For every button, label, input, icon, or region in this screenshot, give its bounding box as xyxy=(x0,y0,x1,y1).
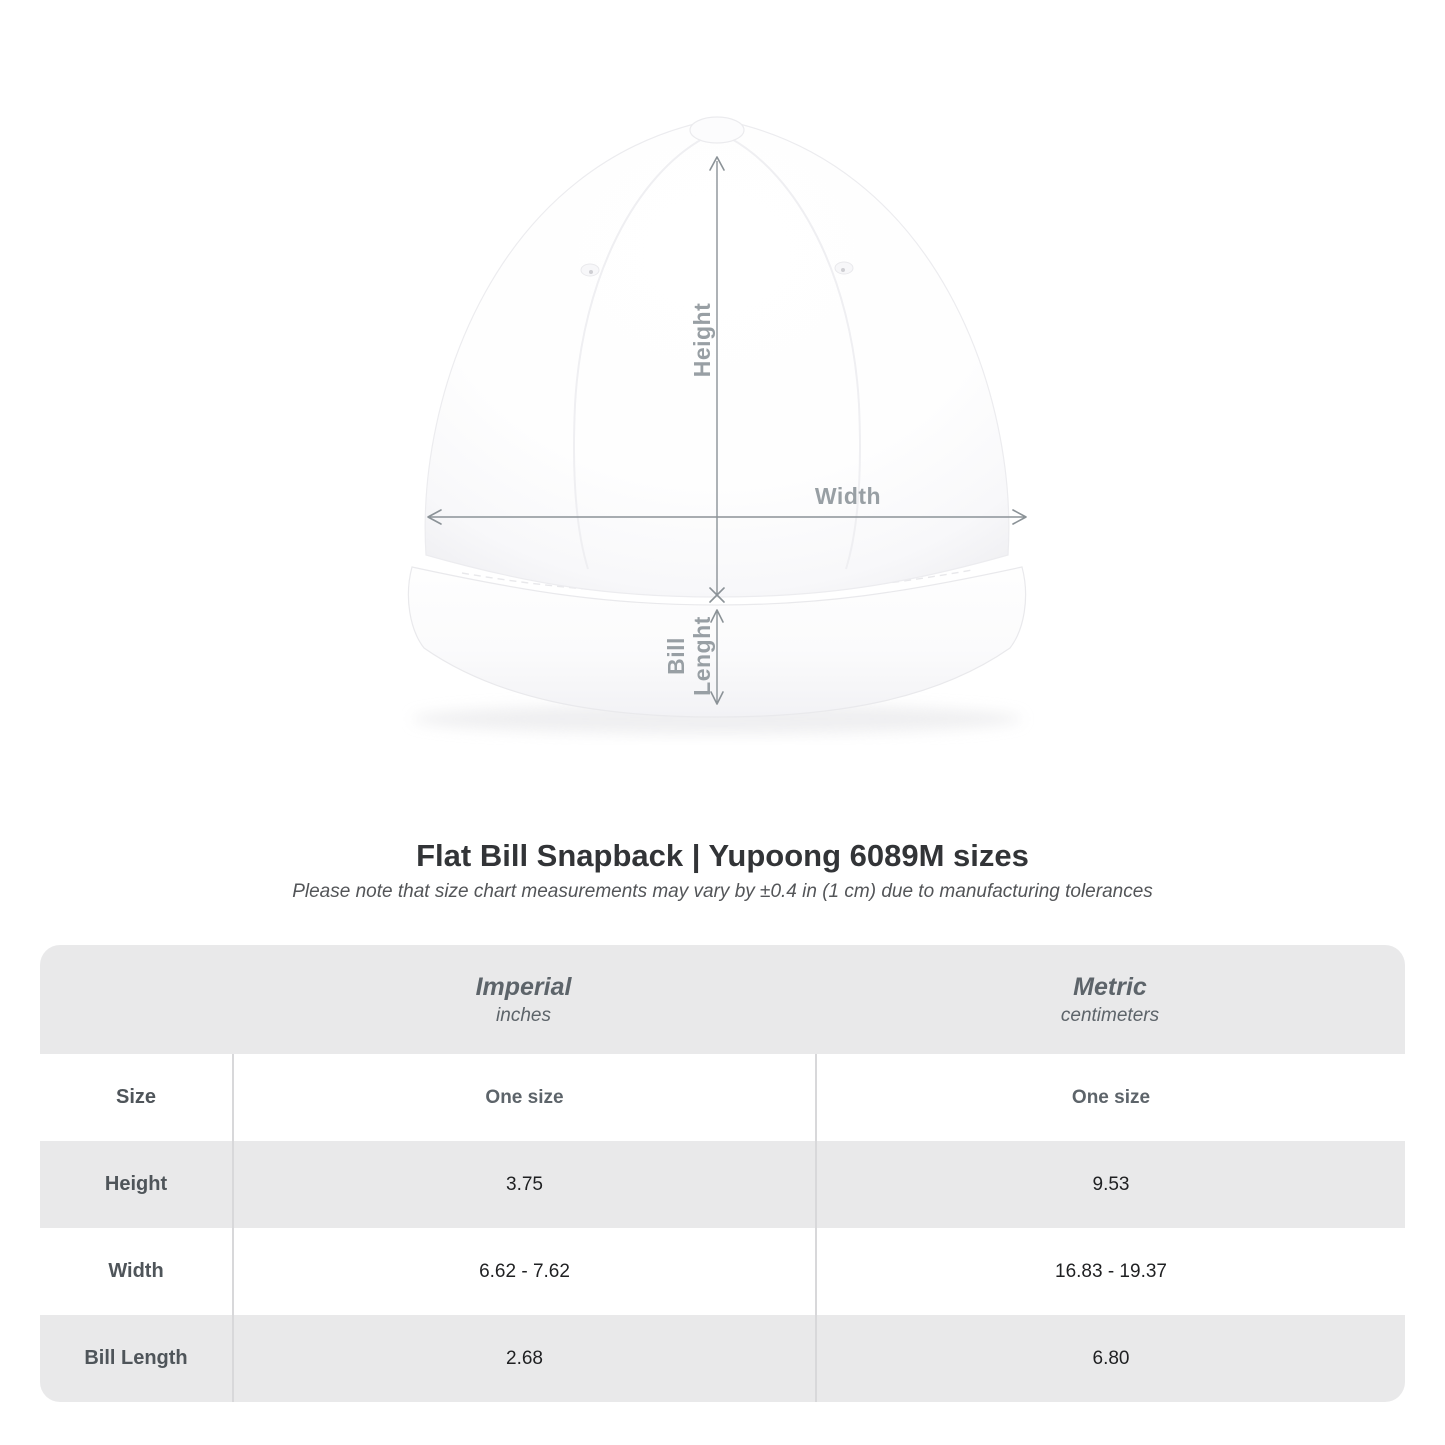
metric-unit-label: centimeters xyxy=(1060,1004,1160,1026)
right-eyelet-icon xyxy=(835,262,853,274)
row-label: Size xyxy=(115,1086,157,1108)
metric-value: 16.83 - 19.37 xyxy=(815,1228,1405,1315)
unit-header-metric xyxy=(815,945,1405,1054)
metric-value: 9.53 xyxy=(815,1141,1405,1228)
left-eyelet-icon xyxy=(581,264,599,276)
table-row-size xyxy=(40,1054,1405,1141)
imperial-value: One size xyxy=(232,1054,815,1141)
table-row-bill-length xyxy=(40,1315,1405,1402)
row-label: Width xyxy=(108,1260,164,1282)
unit-header-spacer xyxy=(40,945,232,1054)
metric-label: Metric xyxy=(1073,972,1147,1001)
bill-length-label-line2: Lenght xyxy=(689,616,715,696)
height-label: Height xyxy=(689,302,715,378)
imperial-label: Imperial xyxy=(475,972,572,1001)
metric-value: One size xyxy=(815,1054,1405,1141)
hat-measurement-diagram xyxy=(402,105,1042,745)
row-label: Height xyxy=(104,1173,168,1195)
table-row-height xyxy=(40,1141,1405,1228)
bill-length-label-line1: Bill xyxy=(663,637,689,675)
table-row-width xyxy=(40,1228,1405,1315)
heading-block xyxy=(0,838,1445,903)
metric-value: 6.80 xyxy=(815,1315,1405,1402)
imperial-value: 3.75 xyxy=(232,1141,815,1228)
imperial-value: 6.62 - 7.62 xyxy=(232,1228,815,1315)
unit-header-band xyxy=(40,945,1405,1054)
crown-button xyxy=(690,117,744,143)
unit-header-imperial xyxy=(232,945,815,1054)
imperial-value: 2.68 xyxy=(232,1315,815,1402)
row-label: Bill Length xyxy=(84,1347,188,1369)
imperial-unit-label: inches xyxy=(496,1004,551,1026)
width-label: Width xyxy=(814,483,882,509)
size-table xyxy=(40,945,1405,1402)
page-title: Flat Bill Snapback | Yupoong 6089M sizes xyxy=(416,838,1029,873)
tolerance-note: Please note that size chart measurements may vary by ±0.4 in (1 cm) due to manufacturing tolerances xyxy=(292,881,1153,902)
